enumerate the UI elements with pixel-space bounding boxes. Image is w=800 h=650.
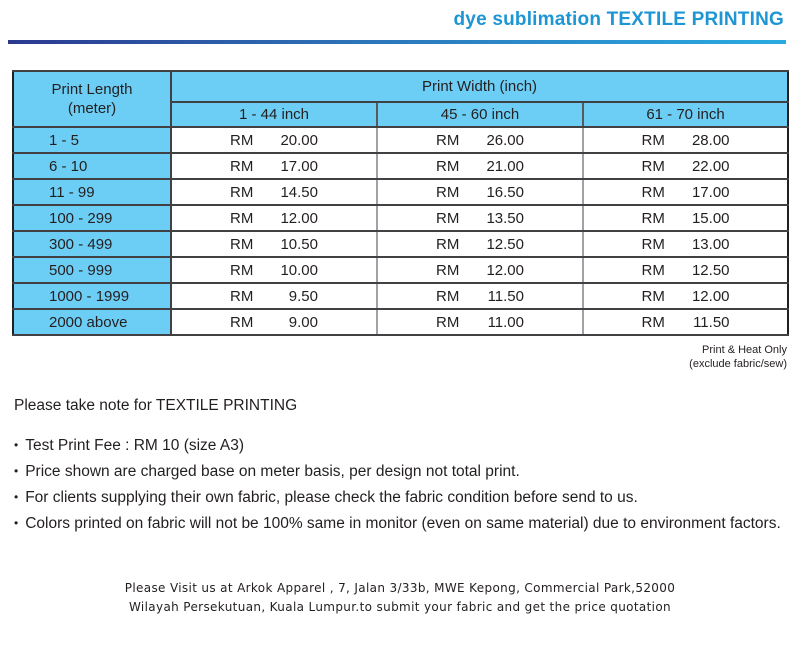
notes-section bbox=[14, 396, 794, 537]
table-footnote-line2: (exclude fabric/sew) bbox=[689, 358, 787, 370]
table-row bbox=[13, 309, 788, 335]
price-value: RM 10.00 bbox=[230, 261, 318, 279]
header-gradient-rule bbox=[8, 40, 786, 44]
price-cell bbox=[583, 205, 788, 231]
price-cell bbox=[171, 231, 377, 257]
price-cell bbox=[377, 153, 583, 179]
table-row bbox=[13, 257, 788, 283]
price-cell bbox=[583, 309, 788, 335]
table-row bbox=[13, 127, 788, 153]
footer-address-line1: Please Visit us at Arkok Apparel , 7, Jalan 3/33b, MWE Kepong, Commercial Park,52000 bbox=[124, 581, 676, 595]
note-bullet-item: • Test Print Fee : RM 10 (size A3) bbox=[14, 433, 794, 459]
price-cell bbox=[171, 257, 377, 283]
price-cell bbox=[377, 127, 583, 153]
print-length-cell: 100 - 299 bbox=[13, 205, 171, 231]
price-cell bbox=[377, 257, 583, 283]
price-cell bbox=[377, 231, 583, 257]
price-value: RM 28.00 bbox=[641, 131, 730, 149]
print-length-cell: 6 - 10 bbox=[13, 153, 171, 179]
price-value: RM 17.00 bbox=[230, 157, 318, 175]
price-cell bbox=[583, 231, 788, 257]
print-length-cell: 1 - 5 bbox=[13, 127, 171, 153]
table-row bbox=[13, 231, 788, 257]
price-value: RM 9.50 bbox=[230, 287, 318, 305]
price-value: RM 21.00 bbox=[436, 157, 524, 175]
note-bullet-item: • Colors printed on fabric will not be 100% same in monitor (even on same material) due to environment factors. bbox=[14, 511, 794, 537]
price-cell bbox=[171, 309, 377, 335]
price-value: RM 14.50 bbox=[230, 183, 318, 201]
print-length-cell: 500 - 999 bbox=[13, 257, 171, 283]
table-footnote bbox=[689, 343, 787, 371]
price-cell bbox=[171, 283, 377, 309]
footer-address-line2: Wilayah Persekutuan, Kuala Lumpur.to submit your fabric and get the price quotation bbox=[128, 600, 672, 614]
price-value: RM 16.50 bbox=[436, 183, 524, 201]
price-value: RM 12.50 bbox=[436, 235, 524, 253]
print-length-header-line2: (meter) bbox=[67, 100, 117, 117]
note-bullet-item: • For clients supplying their own fabric, please check the fabric condition before send to us. bbox=[14, 485, 794, 511]
table-header-row-1 bbox=[13, 71, 788, 102]
price-value: RM 17.00 bbox=[641, 183, 730, 201]
print-length-cell: 1000 - 1999 bbox=[13, 283, 171, 309]
price-value: RM 9.00 bbox=[230, 313, 318, 331]
width-column-header-2: 45 - 60 inch bbox=[377, 102, 583, 127]
table-row bbox=[13, 153, 788, 179]
price-table bbox=[12, 70, 789, 336]
price-cell bbox=[377, 179, 583, 205]
price-value: RM 11.50 bbox=[436, 287, 524, 305]
print-length-cell: 11 - 99 bbox=[13, 179, 171, 205]
price-value: RM 12.00 bbox=[641, 287, 730, 305]
price-cell bbox=[171, 153, 377, 179]
print-length-cell: 2000 above bbox=[13, 309, 171, 335]
width-column-header-3: 61 - 70 inch bbox=[583, 102, 788, 127]
price-cell bbox=[377, 309, 583, 335]
price-value: RM 10.50 bbox=[230, 235, 318, 253]
table-footnote-line1: Print & Heat Only bbox=[702, 344, 787, 356]
price-value: RM 11.00 bbox=[436, 313, 524, 331]
price-value: RM 15.00 bbox=[641, 209, 730, 227]
price-cell bbox=[583, 127, 788, 153]
notes-heading: Please take note for TEXTILE PRINTING bbox=[14, 397, 298, 414]
price-cell bbox=[171, 127, 377, 153]
price-cell bbox=[171, 179, 377, 205]
footer-address bbox=[0, 579, 800, 617]
price-cell bbox=[583, 153, 788, 179]
price-value: RM 12.50 bbox=[641, 261, 730, 279]
price-cell bbox=[583, 179, 788, 205]
price-value: RM 11.50 bbox=[641, 313, 730, 331]
note-bullet-item: • Price shown are charged base on meter basis, per design not total print. bbox=[14, 459, 794, 485]
price-cell bbox=[377, 205, 583, 231]
price-value: RM 13.00 bbox=[641, 235, 730, 253]
price-value: RM 12.00 bbox=[230, 209, 318, 227]
print-length-header bbox=[13, 71, 171, 127]
price-value: RM 20.00 bbox=[230, 131, 318, 149]
price-value: RM 13.50 bbox=[436, 209, 524, 227]
table-row bbox=[13, 283, 788, 309]
print-length-header-line1: Print Length bbox=[51, 81, 133, 98]
print-length-cell: 300 - 499 bbox=[13, 231, 171, 257]
notes-list bbox=[14, 433, 794, 537]
width-column-header-1: 1 - 44 inch bbox=[171, 102, 377, 127]
table-row bbox=[13, 179, 788, 205]
page-title: dye sublimation TEXTILE PRINTING bbox=[453, 9, 784, 30]
price-cell bbox=[583, 283, 788, 309]
price-cell bbox=[377, 283, 583, 309]
price-cell bbox=[583, 257, 788, 283]
price-value: RM 26.00 bbox=[436, 131, 524, 149]
print-width-header: Print Width (inch) bbox=[171, 71, 788, 102]
table-row bbox=[13, 205, 788, 231]
price-cell bbox=[171, 205, 377, 231]
price-value: RM 12.00 bbox=[436, 261, 524, 279]
price-value: RM 22.00 bbox=[641, 157, 730, 175]
